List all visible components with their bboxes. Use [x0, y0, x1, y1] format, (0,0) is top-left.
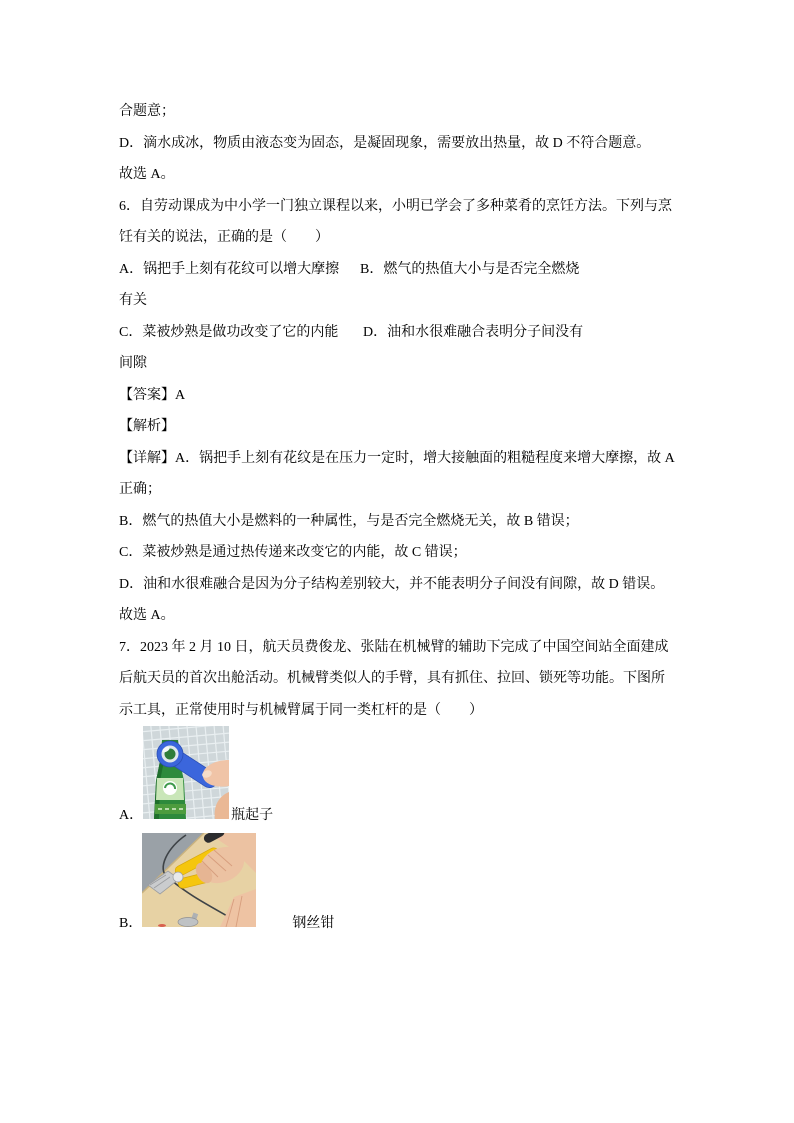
option-b-image-row: [119, 833, 679, 932]
option-c-text: C．菜被炒熟是做功改变了它的内能: [119, 324, 339, 340]
option-a-caption: 瓶起子: [231, 808, 274, 823]
question-7-stem-line: 示工具，正常使用时与机械臂属于同一类杠杆的是（ ）: [119, 702, 483, 718]
detail-line: 正确；: [119, 482, 161, 497]
detail-line: 【详解】A．锅把手上刻有花纹是在压力一定时，增大接触面的粗糙程度来增大摩擦，故 A: [119, 450, 675, 466]
bottle-opener-image: [143, 726, 229, 819]
analysis-line: 【解析】: [119, 419, 175, 434]
document-content: [119, 96, 679, 932]
detail-line: B．燃气的热值大小是燃料的一种属性，与是否完全燃烧无关，故 B 错误；: [119, 513, 579, 529]
question-6-stem-line: 6．自劳动课成为中小学一门独立课程以来，小明已学会了多种菜肴的烹饪方法。下列与烹: [119, 198, 672, 214]
text-line: D．滴水成冰，物质由液态变为固态，是凝固现象，需要放出热量，故 D 不符合题意。: [119, 135, 651, 151]
red-mark: [158, 924, 166, 927]
text-line: 故选 A。: [119, 167, 175, 182]
option-a-label: A．: [119, 808, 144, 823]
option-row-ab: [119, 254, 679, 286]
option-b-wrap-line: 有关: [119, 293, 147, 308]
option-d-text: D．油和水很难融合表明分子间没有: [363, 324, 584, 340]
question-6-stem-line: 饪有关的说法，正确的是（ ）: [119, 230, 329, 245]
option-b-caption: 钢丝钳: [292, 916, 335, 931]
detail-line: C．菜被炒熟是通过热传递来改变它的内能，故 C 错误；: [119, 545, 467, 560]
option-a-image-row: [119, 726, 679, 824]
option-b-text: B．燃气的热值大小与是否完全燃烧: [360, 261, 580, 277]
option-row-cd: [119, 317, 679, 349]
detail-line: D．油和水很难融合是因为分子结构差别较大，并不能表明分子间没有间隙，故 D 错误。: [119, 576, 665, 592]
option-a-text: A．锅把手上刻有花纹可以增大摩擦: [119, 261, 340, 277]
wire-pliers-image: [142, 833, 256, 927]
option-d-wrap-line: 间隙: [119, 356, 147, 371]
question-7-stem-line: 后航天员的首次出舱活动。机械臂类似人的手臂，具有抓住、拉回、锁死等功能。下图所: [119, 671, 665, 686]
option-b-label: B．: [119, 916, 143, 931]
text-line: 合题意；: [119, 104, 175, 119]
question-7-stem-line: 7．2023 年 2 月 10 日，航天员费俊龙、张陆在机械臂的辅助下完成了中国空间站全面建成: [119, 639, 669, 655]
answer-line: 【答案】A: [119, 387, 186, 403]
detail-line: 故选 A。: [119, 608, 175, 623]
